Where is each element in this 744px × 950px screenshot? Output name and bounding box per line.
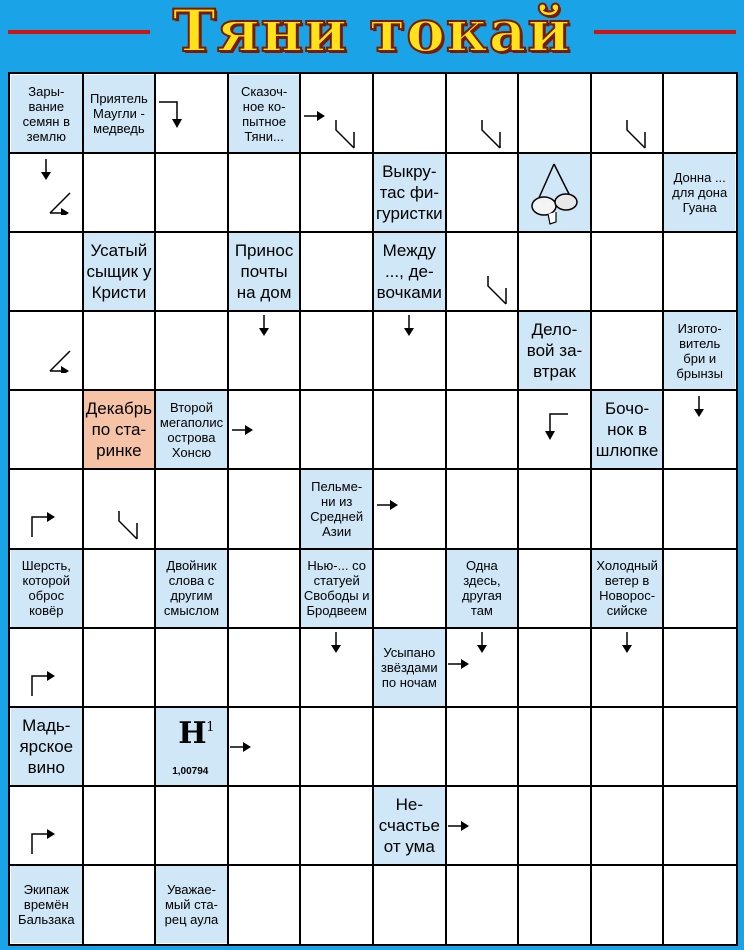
clue-cell-c22	[374, 787, 445, 864]
answer-cell[interactable]	[229, 470, 300, 547]
clue-text: Экипаж времён Бальзака	[18, 881, 75, 927]
answer-cell[interactable]	[664, 550, 735, 627]
crossword-grid	[8, 72, 738, 946]
answer-cell[interactable]	[592, 470, 663, 547]
answer-cell[interactable]	[592, 233, 663, 310]
answer-cell[interactable]	[84, 154, 155, 231]
clue-text: Декабрь по ста- ринке	[85, 399, 153, 461]
arrow-icon	[693, 396, 705, 418]
clue-text: Не- счастье от ума	[378, 794, 440, 856]
arrow-icon	[40, 159, 52, 181]
clue-cell-c13	[592, 391, 663, 468]
grid-line-vertical	[154, 74, 156, 944]
clue-cell-c12	[156, 391, 227, 468]
answer-cell[interactable]	[84, 866, 155, 943]
clue-cell-c23	[11, 866, 82, 943]
clue-text: Усатый сыщик у Кристи	[86, 241, 152, 303]
grid-line-horizontal	[10, 864, 736, 866]
answer-cell[interactable]	[156, 154, 227, 231]
clue-text: Второй мегаполис острова Хонсю	[159, 399, 224, 460]
clue-cell-c14	[301, 470, 372, 547]
title-line-left	[8, 30, 150, 34]
clue-cell-c4	[374, 154, 445, 231]
clue-text: Холодный ветер в Новорос- сийске	[596, 558, 658, 619]
arrow-icon	[448, 820, 470, 832]
answer-cell[interactable]	[592, 154, 663, 231]
answer-cell[interactable]	[84, 629, 155, 706]
answer-cell[interactable]	[592, 708, 663, 785]
clue-cell-c16	[156, 550, 227, 627]
answer-cell[interactable]	[301, 866, 372, 943]
answer-cell[interactable]	[374, 391, 445, 468]
clue-text: Изгото- витель бри и брынзы	[676, 320, 723, 381]
arrow-icon	[621, 632, 633, 654]
arrow-icon	[304, 110, 326, 122]
clue-cell-c11	[84, 391, 155, 468]
clue-cell-c18	[447, 550, 518, 627]
clue-text: Выкру- тас фи- гуристки	[375, 162, 443, 224]
arrow-icon	[625, 118, 653, 152]
clue-text: Шерсть, которой оброс ковёр	[21, 558, 71, 619]
answer-cell[interactable]	[664, 787, 735, 864]
answer-cell[interactable]	[519, 470, 590, 547]
clue-text: Донна ... для дона Гуана	[672, 170, 728, 216]
answer-cell[interactable]	[519, 233, 590, 310]
grid-line-horizontal	[10, 152, 736, 154]
arrow-icon	[476, 632, 488, 654]
answer-cell[interactable]	[519, 708, 590, 785]
arrow-icon	[30, 668, 58, 696]
answer-cell[interactable]	[664, 629, 735, 706]
clue-cell-c19	[592, 550, 663, 627]
arrow-icon	[330, 632, 342, 654]
answer-cell[interactable]	[447, 708, 518, 785]
answer-cell[interactable]	[447, 154, 518, 231]
arrow-icon	[544, 412, 570, 442]
grid-line-horizontal	[10, 468, 736, 470]
grid-line-horizontal	[10, 785, 736, 787]
answer-cell[interactable]	[229, 866, 300, 943]
answer-cell[interactable]	[664, 75, 735, 152]
clue-cell-c7	[229, 233, 300, 310]
element-clue-cell	[156, 708, 227, 785]
clue-text: Уважае- мый ста- рец аула	[164, 881, 219, 927]
element-symbol: H	[178, 715, 207, 751]
answer-cell[interactable]	[229, 787, 300, 864]
page-title: Тяни токай	[172, 0, 572, 65]
answer-cell[interactable]	[519, 629, 590, 706]
answer-cell[interactable]	[84, 708, 155, 785]
boxing-gloves-icon	[526, 160, 582, 226]
answer-cell[interactable]	[519, 866, 590, 943]
clue-cell-c5	[664, 154, 735, 231]
answer-cell[interactable]	[374, 708, 445, 785]
clue-text: Сказоч- ное ко- пытное Тяни...	[240, 83, 288, 144]
clue-cell-c10	[664, 312, 735, 389]
arrow-icon	[377, 499, 399, 511]
clue-text: Одна здесь, другая там	[461, 558, 502, 619]
answer-cell[interactable]	[156, 233, 227, 310]
clue-text: Принос почты на дом	[234, 241, 294, 303]
clue-text: Между ..., де- вочками	[376, 241, 442, 303]
answer-cell[interactable]	[156, 787, 227, 864]
answer-cell[interactable]	[374, 550, 445, 627]
arrow-icon	[48, 349, 76, 373]
grid-line-horizontal	[10, 310, 736, 312]
arrow-icon	[334, 118, 362, 152]
answer-cell[interactable]	[229, 550, 300, 627]
answer-cell[interactable]	[11, 233, 82, 310]
arrow-icon	[117, 509, 145, 543]
grid-line-vertical	[227, 74, 229, 944]
arrow-icon	[232, 424, 254, 436]
grid-line-horizontal	[10, 627, 736, 629]
clue-text: Усыпано звёздами по ночам	[380, 644, 438, 690]
clue-text: Бочо- нок в шлюпке	[595, 399, 659, 461]
answer-cell[interactable]	[301, 708, 372, 785]
answer-cell[interactable]	[374, 75, 445, 152]
answer-cell[interactable]	[447, 312, 518, 389]
picture-clue-cell	[519, 154, 590, 231]
answer-cell[interactable]	[592, 787, 663, 864]
answer-cell[interactable]	[301, 391, 372, 468]
arrow-icon	[230, 741, 252, 753]
answer-cell[interactable]	[301, 312, 372, 389]
arrow-icon	[486, 274, 514, 308]
answer-cell[interactable]	[301, 154, 372, 231]
answer-cell[interactable]	[11, 391, 82, 468]
arrow-icon	[258, 315, 270, 337]
clue-text: Приятель Маугли - медведь	[89, 91, 148, 137]
answer-cell[interactable]	[301, 787, 372, 864]
answer-cell[interactable]	[447, 391, 518, 468]
clue-text: Двойник слова с другим смыслом	[163, 558, 220, 619]
title-bar	[0, 0, 744, 68]
arrow-icon	[480, 118, 508, 152]
clue-cell-c21	[11, 708, 82, 785]
answer-cell[interactable]	[84, 550, 155, 627]
answer-cell[interactable]	[664, 866, 735, 943]
clue-cell-c2	[84, 75, 155, 152]
answer-cell[interactable]	[664, 233, 735, 310]
clue-cell-c9	[519, 312, 590, 389]
clue-cell-c20	[374, 629, 445, 706]
answer-cell[interactable]	[156, 470, 227, 547]
answer-cell[interactable]	[84, 312, 155, 389]
grid-line-vertical	[590, 74, 592, 944]
clue-cell-c6	[84, 233, 155, 310]
clue-cell-c8	[374, 233, 445, 310]
clue-cell-c24	[156, 866, 227, 943]
grid-line-vertical	[82, 74, 84, 944]
clue-cell-c17	[301, 550, 372, 627]
answer-cell[interactable]	[519, 75, 590, 152]
title-line-right	[594, 30, 736, 34]
arrow-icon	[30, 509, 58, 537]
answer-cell[interactable]	[156, 312, 227, 389]
clue-text: Нью-... со статуей Свободы и Бродвеем	[303, 558, 370, 619]
clue-text: Зары- вание семян в землю	[22, 83, 70, 144]
answer-cell[interactable]	[229, 629, 300, 706]
answer-cell[interactable]	[447, 470, 518, 547]
grid-line-vertical	[445, 74, 447, 944]
arrow-icon	[448, 658, 470, 670]
answer-cell[interactable]	[301, 233, 372, 310]
element-number: 1	[206, 719, 215, 735]
answer-cell[interactable]	[592, 312, 663, 389]
arrow-icon	[30, 826, 58, 854]
answer-cell[interactable]	[229, 154, 300, 231]
clue-text: Пельме- ни из Средней Азии	[310, 478, 364, 539]
answer-cell[interactable]	[447, 866, 518, 943]
arrow-icon	[159, 100, 185, 130]
answer-cell[interactable]	[592, 866, 663, 943]
answer-cell[interactable]	[84, 787, 155, 864]
answer-cell[interactable]	[374, 866, 445, 943]
answer-cell[interactable]	[519, 550, 590, 627]
clue-cell-c15	[11, 550, 82, 627]
answer-cell[interactable]	[664, 470, 735, 547]
clue-text: Дело- вой за- втрак	[526, 320, 583, 382]
answer-cell[interactable]	[664, 708, 735, 785]
grid-line-horizontal	[10, 706, 736, 708]
arrow-icon	[403, 315, 415, 337]
arrow-icon	[48, 191, 76, 215]
clue-cell-c3	[229, 75, 300, 152]
clue-text: Мадь- ярское вино	[19, 715, 74, 777]
answer-cell[interactable]	[156, 629, 227, 706]
clue-cell-c1	[11, 75, 82, 152]
answer-cell[interactable]	[519, 787, 590, 864]
element-mass: 1,00794	[172, 765, 209, 777]
